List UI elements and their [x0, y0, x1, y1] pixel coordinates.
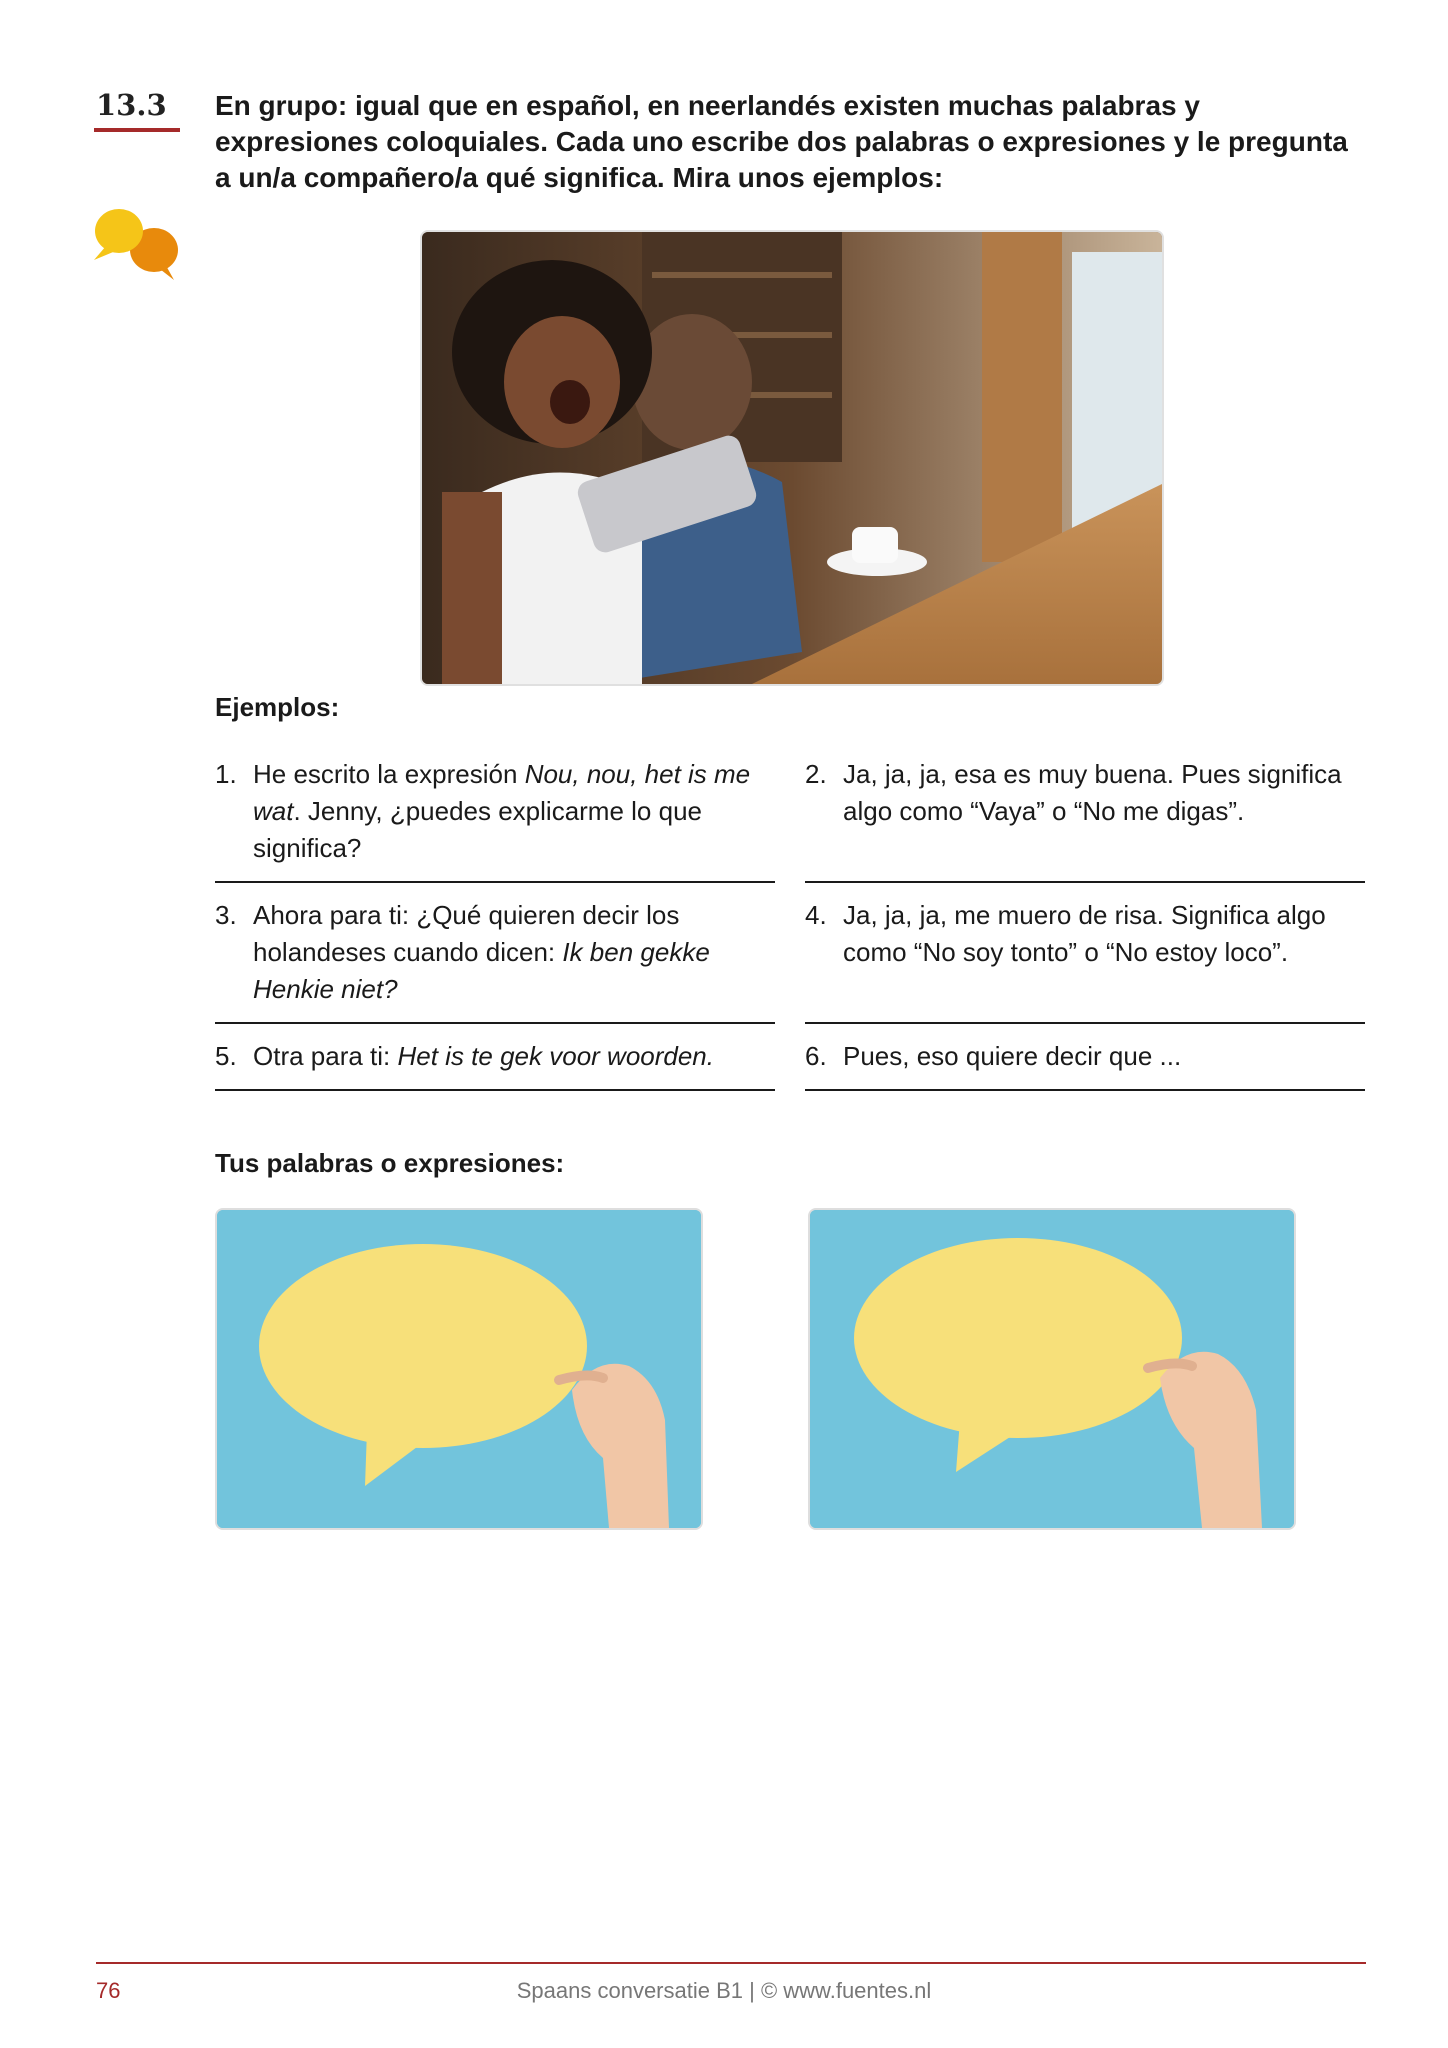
footer-rule: [96, 1962, 1366, 1964]
example-item-6: [805, 1038, 1365, 1091]
examples-list: [215, 756, 1365, 1105]
example-item-2: [805, 756, 1365, 883]
example-text: [843, 897, 1365, 1008]
example-phrase: He escrito la expresión: [253, 759, 525, 789]
example-text: [253, 897, 775, 1008]
chat-bubbles-icon: [94, 206, 182, 282]
example-item-3: [215, 897, 775, 1024]
example-expression: Het is te gek voor woorden.: [397, 1041, 714, 1071]
example-phrase: Pues, eso quiere decir que ...: [843, 1041, 1182, 1071]
example-number: 1.: [215, 759, 237, 789]
speech-bubble-photo-2: [808, 1208, 1296, 1530]
example-text: [843, 1038, 1365, 1075]
example-phrase: Otra para ti:: [253, 1041, 398, 1071]
example-phrase: Ja, ja, ja, esa es muy buena. Pues significa algo como “Vaya” o “No me digas”.: [843, 759, 1342, 826]
example-item-1: [215, 756, 775, 883]
example-expression: Nou, nou, het is me wat: [253, 759, 751, 826]
exercise-number: 13.3: [96, 88, 167, 122]
example-item-4: [805, 897, 1365, 1024]
page-number: 76: [96, 1978, 121, 2003]
example-number: 4.: [805, 900, 827, 930]
example-number: 2.: [805, 759, 827, 789]
exercise-instruction: En grupo: igual que en español, en neerlandés existen muchas palabras y expresiones coloquiales. Cada uno escribe dos palabras o expresiones y le pregunta a un/a compañero/a qué significa. Mira unos ejemplos:: [215, 90, 1348, 193]
examples-heading: Ejemplos:: [215, 692, 340, 722]
footer-text: Spaans conversatie B1 | © www.fuentes.nl: [516, 1978, 932, 2003]
example-number: 6.: [805, 1041, 827, 1071]
example-number: 3.: [215, 900, 237, 930]
example-number: 5.: [215, 1041, 237, 1071]
speech-bubble-photo-1: [215, 1208, 703, 1530]
example-phrase: Ja, ja, ja, me muero de risa. Significa algo como “No soy tonto” o “No estoy loco”.: [843, 900, 1326, 967]
example-phrase: Ahora para ti: ¿Qué quieren decir los holandeses cuando dicen:: [253, 900, 680, 967]
example-text: [843, 756, 1365, 867]
exercise-number-underline: [94, 128, 180, 132]
your-words-heading: Tus palabras o expresiones:: [215, 1148, 565, 1178]
photo-people-laughing: [420, 230, 1164, 686]
example-expression: Ik ben gekke Henkie niet?: [253, 937, 710, 1004]
example-text: [253, 1038, 775, 1075]
example-phrase: . Jenny, ¿puedes explicarme lo que significa?: [253, 796, 702, 863]
example-text: [253, 756, 775, 867]
example-item-5: [215, 1038, 775, 1091]
